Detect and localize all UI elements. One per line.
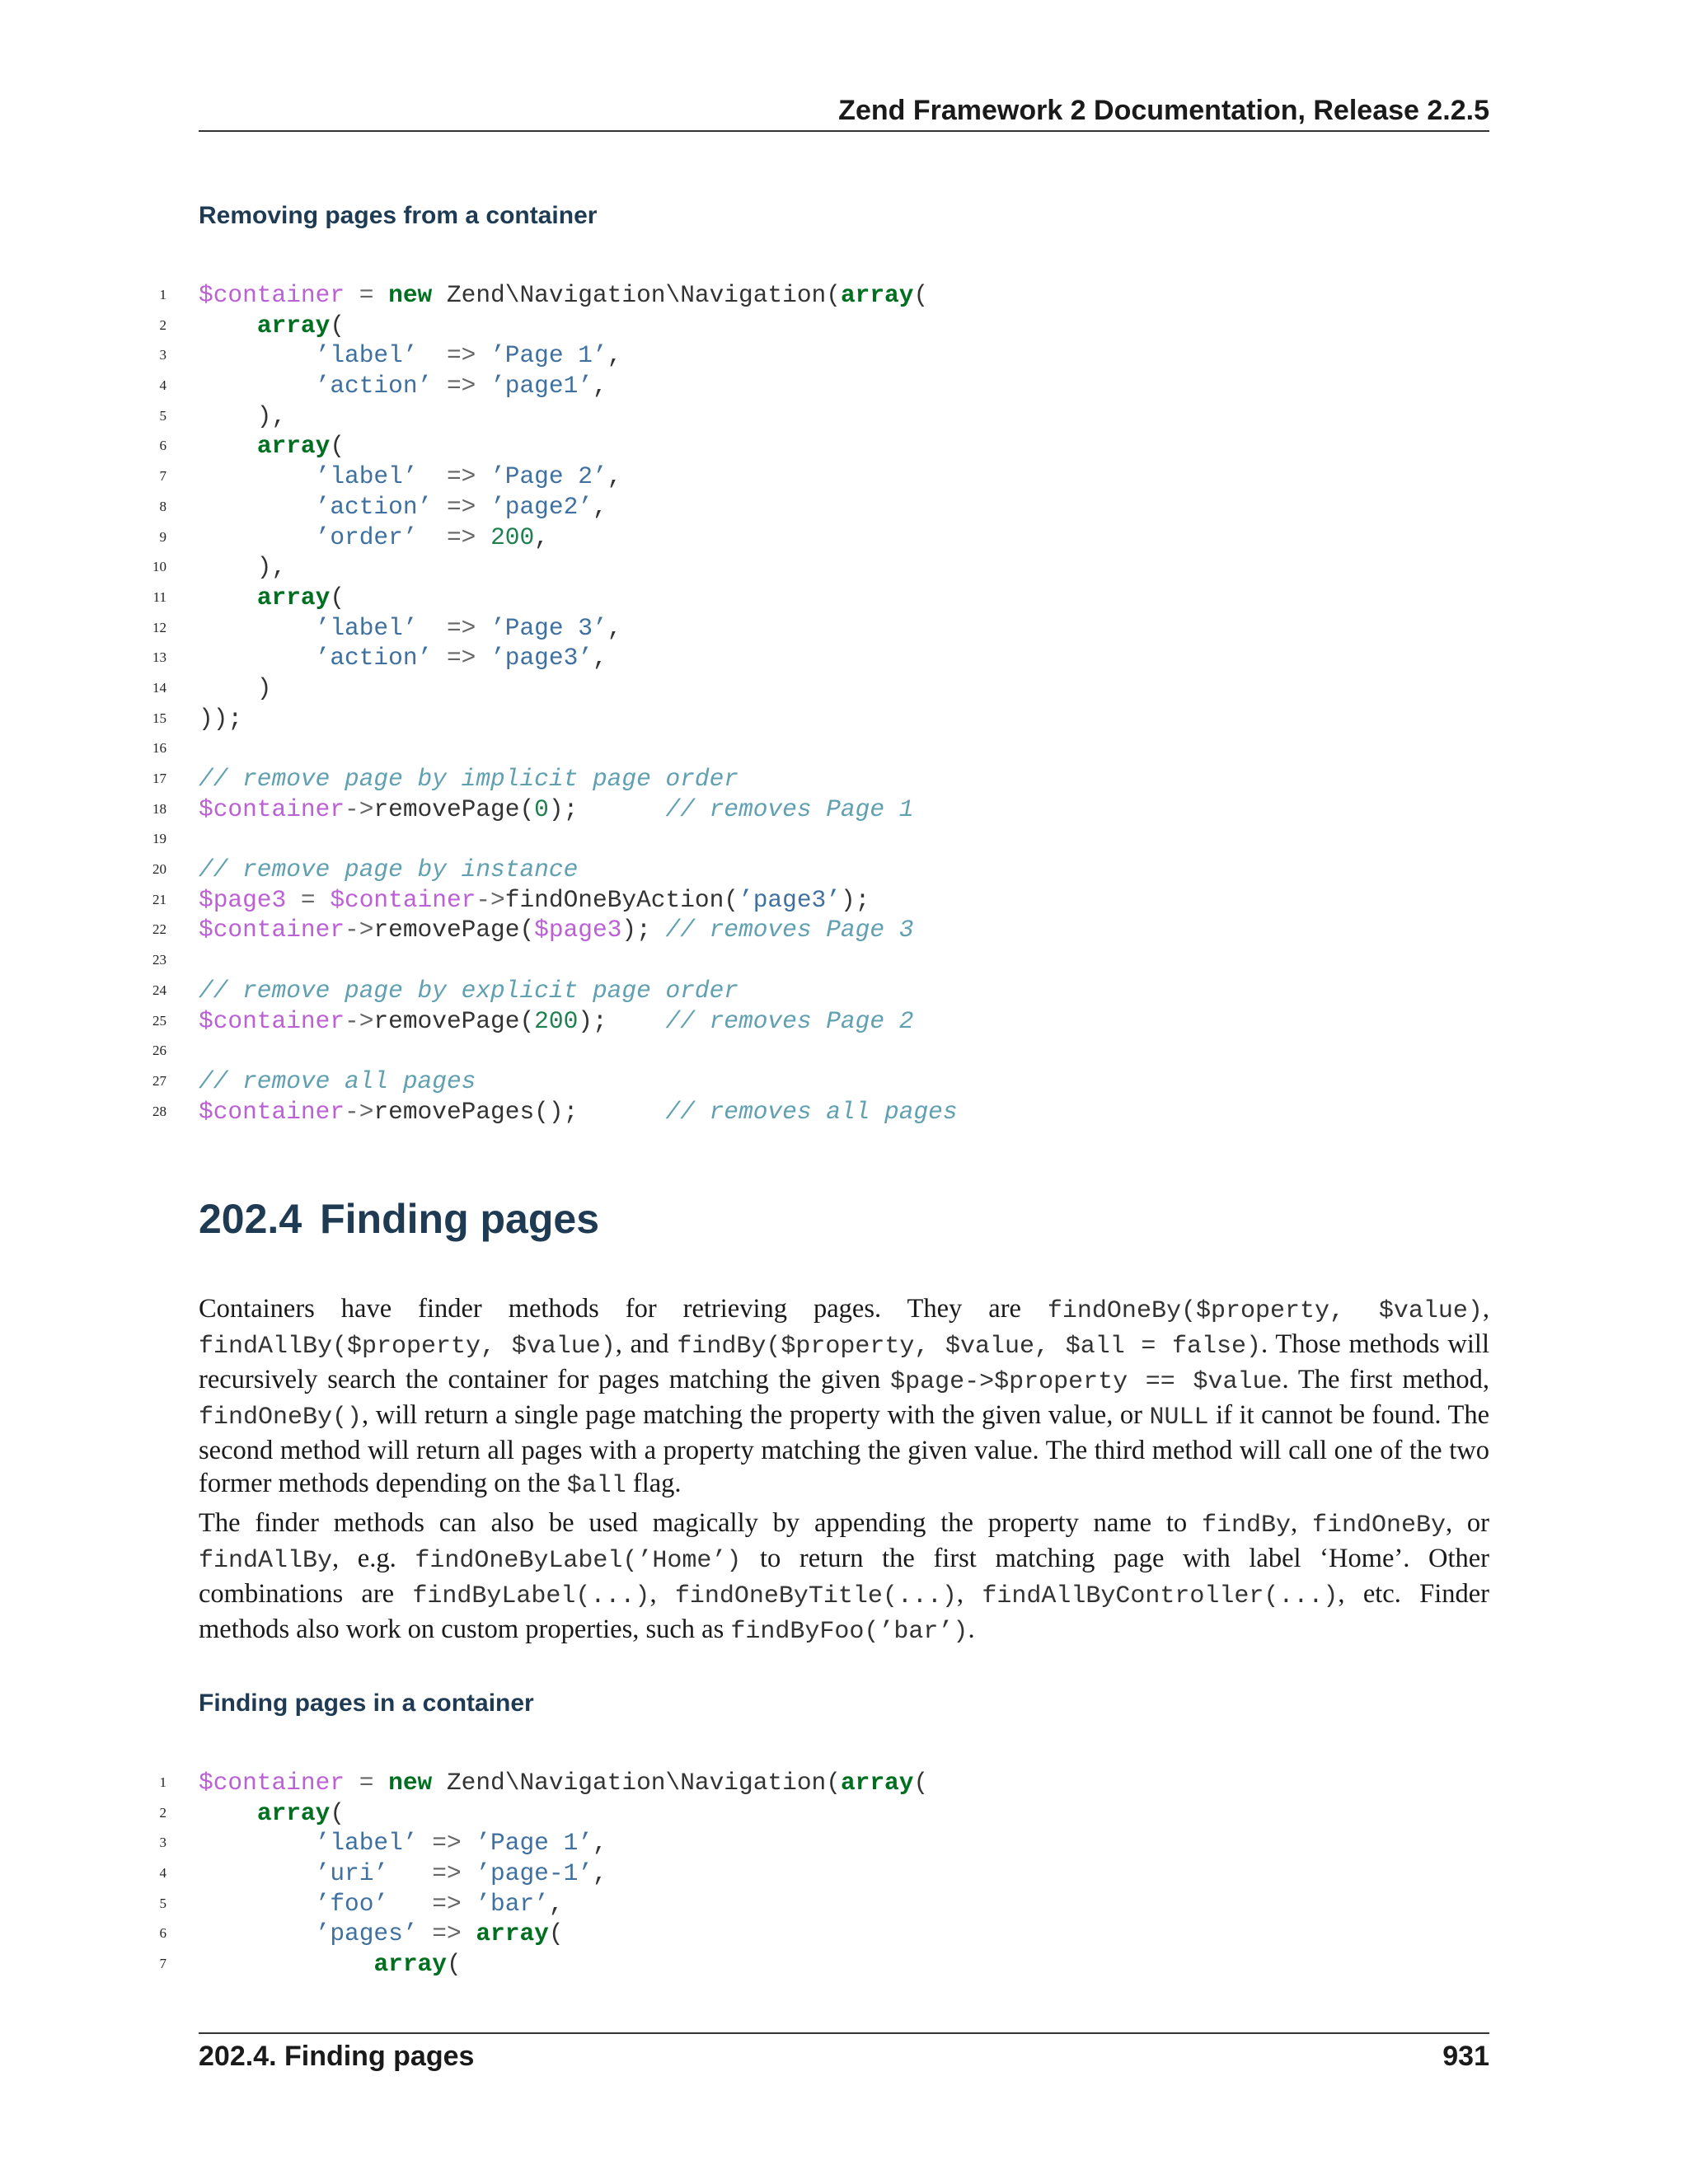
code-line <box>148 673 1489 704</box>
code-token: ’Page 2’ <box>490 462 607 491</box>
code-token <box>199 462 316 490</box>
code-token: ’order’ <box>315 523 418 551</box>
paragraph-magic-finders <box>199 1507 1489 1648</box>
code-token: = <box>345 1769 389 1797</box>
code-token: , <box>607 341 622 370</box>
code-token: array <box>840 281 914 309</box>
line-number: 4 <box>159 377 166 394</box>
code-token: array <box>256 432 331 461</box>
code-token: findOneByAction( <box>504 885 739 914</box>
code-token: ’page3’ <box>490 644 593 673</box>
code-token: $container <box>199 794 345 823</box>
paragraph-text: , will return a single page matching the property with the given value, or <box>362 1400 1150 1430</box>
inline-code: findOneBy <box>1311 1511 1446 1540</box>
code-text <box>199 523 549 553</box>
code-text <box>199 794 913 825</box>
inline-code: findByLabel(...) <box>412 1582 650 1610</box>
code-text <box>199 280 928 311</box>
code-line <box>148 523 1489 553</box>
code-token: $container <box>199 281 345 309</box>
paragraph-finder-methods <box>199 1292 1489 1502</box>
inline-code: $page->$property == $value <box>890 1368 1282 1396</box>
footer-section: 202.4. Finding pages <box>199 2041 475 2072</box>
code-token: ’page1’ <box>490 372 593 401</box>
code-token: ( <box>913 281 929 309</box>
code-token: ), <box>199 553 287 582</box>
code-token: 200 <box>534 1006 579 1035</box>
code-token: ’Page 1’ <box>476 1829 593 1858</box>
subheading-finding-pages: Finding pages in a container <box>199 1690 534 1717</box>
code-token: -> <box>345 1006 374 1035</box>
line-number: 18 <box>152 800 166 817</box>
code-text <box>199 462 621 492</box>
section-title <box>199 1195 599 1243</box>
code-line <box>148 915 1489 945</box>
paragraph-text: The finder methods can also be used magically by appending the property name to <box>199 1508 1202 1538</box>
code-text <box>199 1066 476 1097</box>
code-token: array <box>840 1769 914 1797</box>
code-token: $container <box>199 916 345 944</box>
code-text <box>199 764 738 794</box>
code-token: $container <box>330 885 476 914</box>
code-text <box>199 1768 928 1798</box>
line-number: 19 <box>152 831 166 847</box>
line-number: 22 <box>152 921 166 938</box>
code-token: -> <box>345 916 374 944</box>
code-token: ’Page 1’ <box>490 341 607 370</box>
inline-code: findAllBy <box>199 1547 333 1575</box>
section-heading: Finding pages <box>320 1196 600 1242</box>
code-token: => <box>417 613 491 642</box>
line-number: 14 <box>152 679 166 696</box>
paragraph-text: , <box>1291 1508 1312 1538</box>
code-token: => <box>432 644 491 673</box>
code-token: $container <box>199 1097 345 1126</box>
paragraph-text: if it cannot be found. The second method will return all pages with a property matching the given value. The third method will call one of the two former methods depending on the <box>199 1400 1490 1498</box>
code-token: ’bar’ <box>476 1889 549 1918</box>
code-token: -> <box>345 1097 374 1126</box>
code-line <box>148 1006 1489 1037</box>
paragraph-text: , <box>956 1579 982 1609</box>
code-token: removePage( <box>373 794 535 823</box>
line-number: 1 <box>159 287 166 302</box>
code-line <box>148 340 1489 371</box>
line-number: 23 <box>152 952 166 968</box>
code-token: )); <box>199 704 243 733</box>
line-number: 3 <box>159 347 166 363</box>
line-number: 9 <box>159 528 166 545</box>
line-number: 27 <box>152 1072 166 1089</box>
code-token <box>199 372 316 400</box>
paragraph-text: , <box>649 1579 675 1609</box>
code-token: Zend\Navigation\Navigation( <box>432 1769 841 1797</box>
inline-code: $all <box>566 1472 626 1500</box>
code-token: $page3 <box>534 916 622 944</box>
code-token: $container <box>199 1006 345 1035</box>
line-number: 2 <box>159 316 166 333</box>
code-text <box>199 1097 958 1127</box>
code-text <box>199 1889 564 1919</box>
code-token: ) <box>199 673 272 702</box>
code-token: , <box>592 1859 607 1888</box>
code-text <box>199 643 607 673</box>
code-token: removePages(); <box>373 1097 666 1126</box>
code-token: ’label’ <box>315 1829 418 1858</box>
line-number: 20 <box>152 861 166 878</box>
code-line <box>148 794 1489 825</box>
line-number: 2 <box>159 1804 166 1821</box>
code-text <box>199 613 621 644</box>
code-line <box>148 431 1489 462</box>
code-token: , <box>592 644 607 673</box>
code-token: ’uri’ <box>315 1859 389 1888</box>
code-text <box>199 1858 607 1889</box>
code-token: = <box>345 281 389 309</box>
code-text <box>199 673 272 704</box>
code-token: , <box>534 523 549 551</box>
code-token: ); <box>548 794 666 823</box>
code-token: ’label’ <box>315 462 418 491</box>
code-line <box>148 976 1489 1006</box>
code-token: = <box>286 885 331 914</box>
paragraph-text: , <box>1482 1294 1489 1324</box>
line-number: 3 <box>159 1835 166 1851</box>
inline-code: findOneByTitle(...) <box>674 1582 957 1610</box>
code-line <box>148 492 1489 523</box>
code-text <box>199 401 286 432</box>
code-line <box>148 855 1489 885</box>
code-token: ’action’ <box>315 492 433 521</box>
code-token: => <box>388 1889 476 1918</box>
code-token <box>199 341 316 369</box>
code-text <box>199 1798 345 1829</box>
code-line <box>148 1798 1489 1829</box>
code-text <box>199 431 345 462</box>
code-token: ( <box>548 1919 564 1948</box>
code-line <box>148 643 1489 673</box>
code-token: , <box>592 1829 607 1858</box>
code-text <box>199 1006 913 1037</box>
inline-code: findBy($property, $value, $all = false) <box>677 1333 1262 1361</box>
code-token: ’action’ <box>315 644 433 673</box>
code-line <box>148 824 1489 855</box>
code-token: $page3 <box>199 885 287 914</box>
code-block-removing-pages <box>148 280 1489 1127</box>
code-line <box>148 704 1489 734</box>
code-token: => <box>417 1919 476 1948</box>
code-text <box>199 704 242 734</box>
code-token: // remove all pages <box>199 1066 476 1095</box>
code-token: ); <box>840 885 870 914</box>
code-token <box>199 1950 373 1978</box>
code-block-finding-pages <box>148 1768 1489 1980</box>
code-line <box>148 764 1489 794</box>
code-token: removePage( <box>373 916 535 944</box>
code-token: new <box>388 281 433 309</box>
line-number: 15 <box>152 710 166 726</box>
inline-code: findOneBy() <box>199 1404 363 1432</box>
subheading-removing-pages: Removing pages from a container <box>199 202 598 229</box>
code-line <box>148 371 1489 401</box>
code-token: ’pages’ <box>315 1919 418 1948</box>
code-line <box>148 1036 1489 1066</box>
code-text <box>199 552 286 583</box>
code-token: , <box>607 462 622 491</box>
code-text <box>199 311 345 341</box>
code-token <box>199 583 257 612</box>
code-token: ’label’ <box>315 613 418 642</box>
code-token: ), <box>199 401 287 430</box>
line-number: 7 <box>159 468 166 485</box>
paragraph-text: , etc. Finder methods also work on custom properties, such as <box>199 1579 1489 1644</box>
code-token: new <box>388 1769 433 1797</box>
inline-code: findAllByController(...) <box>982 1582 1339 1610</box>
line-number: 13 <box>152 649 166 666</box>
code-token <box>199 1859 316 1887</box>
code-text <box>199 1828 607 1858</box>
code-text <box>199 1919 564 1949</box>
code-line <box>148 311 1489 341</box>
code-text <box>199 492 607 523</box>
code-line <box>148 1949 1489 1980</box>
code-token: => <box>432 492 491 521</box>
code-token <box>199 432 257 460</box>
code-token <box>199 644 316 672</box>
code-token: ( <box>446 1950 462 1979</box>
inline-code: findAllBy($property, $value) <box>199 1333 616 1361</box>
code-token: ’label’ <box>315 341 418 370</box>
code-token <box>199 1799 257 1827</box>
code-token <box>199 523 316 551</box>
code-token: ’foo’ <box>315 1889 389 1918</box>
code-token: => <box>388 1859 476 1888</box>
code-text <box>199 976 738 1006</box>
code-token <box>199 1829 316 1857</box>
code-token: // removes Page 3 <box>665 916 914 944</box>
code-token: , <box>592 372 607 401</box>
running-header <box>199 89 1489 132</box>
section-number: 202.4 <box>199 1196 302 1242</box>
code-token: // remove page by implicit page order <box>199 765 739 793</box>
code-token: , <box>592 492 607 521</box>
code-line <box>148 1066 1489 1097</box>
paragraph-text: . <box>968 1615 975 1644</box>
code-text <box>199 340 621 371</box>
code-token: ( <box>330 1798 345 1827</box>
code-text <box>199 885 870 916</box>
code-line <box>148 613 1489 644</box>
line-number: 6 <box>159 1925 166 1942</box>
line-number: 8 <box>159 498 166 514</box>
code-token: ’Page 3’ <box>490 613 607 642</box>
paragraph-text: . Those methods will recursively search the container for pages matching the given <box>199 1329 1489 1394</box>
code-token: , <box>548 1889 564 1918</box>
code-token <box>199 1919 316 1947</box>
line-number: 17 <box>152 771 166 786</box>
code-token: ( <box>330 432 345 461</box>
code-token <box>199 614 316 642</box>
code-token: => <box>417 462 491 491</box>
page-number: 931 <box>1442 2041 1489 2072</box>
line-number: 12 <box>152 619 166 635</box>
running-footer <box>199 2032 1489 2073</box>
code-token: -> <box>345 794 374 823</box>
line-number: 10 <box>152 559 166 575</box>
code-token: => <box>417 523 491 551</box>
code-text <box>199 583 345 613</box>
paragraph-text: Containers have finder methods for retrieving pages. They are <box>199 1294 1048 1324</box>
code-token: 0 <box>534 794 549 823</box>
code-text <box>199 855 578 885</box>
code-token: // removes all pages <box>665 1097 958 1126</box>
code-line <box>148 583 1489 613</box>
code-token: , <box>607 613 622 642</box>
inline-code: findOneBy($property, $value) <box>1047 1297 1483 1325</box>
code-line <box>148 1889 1489 1919</box>
code-token: // removes Page 1 <box>665 794 914 823</box>
code-token: => <box>432 372 491 401</box>
code-line <box>148 945 1489 976</box>
line-number: 16 <box>152 740 166 757</box>
line-number: 7 <box>159 1956 166 1972</box>
code-token: ( <box>913 1769 929 1797</box>
code-line <box>148 1768 1489 1798</box>
line-number: 4 <box>159 1865 166 1882</box>
line-number: 26 <box>152 1043 166 1059</box>
code-token: array <box>256 311 331 340</box>
code-line <box>148 1858 1489 1889</box>
paragraph-text: , e.g. <box>332 1544 415 1573</box>
code-line <box>148 733 1489 764</box>
line-number: 6 <box>159 438 166 454</box>
code-text <box>199 371 607 401</box>
code-line <box>148 401 1489 432</box>
inline-code: findBy <box>1201 1511 1291 1540</box>
code-token: Zend\Navigation\Navigation( <box>432 281 841 309</box>
code-token: array <box>373 1950 447 1979</box>
code-line <box>148 552 1489 583</box>
code-token: ); <box>578 1006 666 1035</box>
paragraph-text: to return the first matching page with label ‘Home’. Other combinations are <box>199 1544 1489 1609</box>
code-token: $container <box>199 1769 345 1797</box>
line-number: 1 <box>159 1774 166 1790</box>
code-token: ’page-1’ <box>476 1859 593 1888</box>
code-token: // removes Page 2 <box>665 1006 914 1035</box>
code-token <box>199 1890 316 1918</box>
code-token: ’page2’ <box>490 492 593 521</box>
header-title: Zend Framework 2 Documentation, Release 2.2.5 <box>838 95 1489 126</box>
code-token: array <box>476 1919 549 1948</box>
paragraph-text: , and <box>615 1329 678 1359</box>
code-token: removePage( <box>373 1006 535 1035</box>
code-token: array <box>256 1798 331 1827</box>
code-token: // remove page by explicit page order <box>199 976 739 1005</box>
code-line <box>148 1919 1489 1949</box>
code-text <box>199 915 913 945</box>
inline-code: findOneByLabel(’Home’) <box>415 1547 742 1575</box>
code-token: => <box>417 1829 476 1858</box>
code-token: ’action’ <box>315 372 433 401</box>
paragraph-text: . The first method, <box>1282 1365 1490 1394</box>
code-token: ( <box>330 583 345 612</box>
code-line <box>148 1828 1489 1858</box>
code-token: // remove page by instance <box>199 855 579 884</box>
line-number: 25 <box>152 1012 166 1029</box>
code-token: array <box>256 583 331 612</box>
code-line <box>148 885 1489 916</box>
code-token: -> <box>476 885 505 914</box>
paragraph-text: flag. <box>626 1469 682 1498</box>
code-line <box>148 1097 1489 1127</box>
code-line <box>148 280 1489 311</box>
inline-code: findByFoo(’bar’) <box>730 1618 968 1646</box>
code-text <box>199 1949 462 1980</box>
code-token: 200 <box>490 523 535 551</box>
code-line <box>148 462 1489 492</box>
line-number: 24 <box>152 982 166 998</box>
code-token: ( <box>330 311 345 340</box>
code-token: ’page3’ <box>738 885 841 914</box>
code-token <box>199 493 316 521</box>
paragraph-text: , or <box>1445 1508 1490 1538</box>
code-token: ); <box>621 916 666 944</box>
code-token <box>199 312 257 340</box>
line-number: 5 <box>159 407 166 424</box>
line-number: 21 <box>152 891 166 907</box>
line-number: 28 <box>152 1103 166 1119</box>
inline-code: NULL <box>1149 1404 1209 1432</box>
code-token: => <box>417 341 491 370</box>
line-number: 11 <box>152 588 166 605</box>
line-number: 5 <box>159 1895 166 1911</box>
